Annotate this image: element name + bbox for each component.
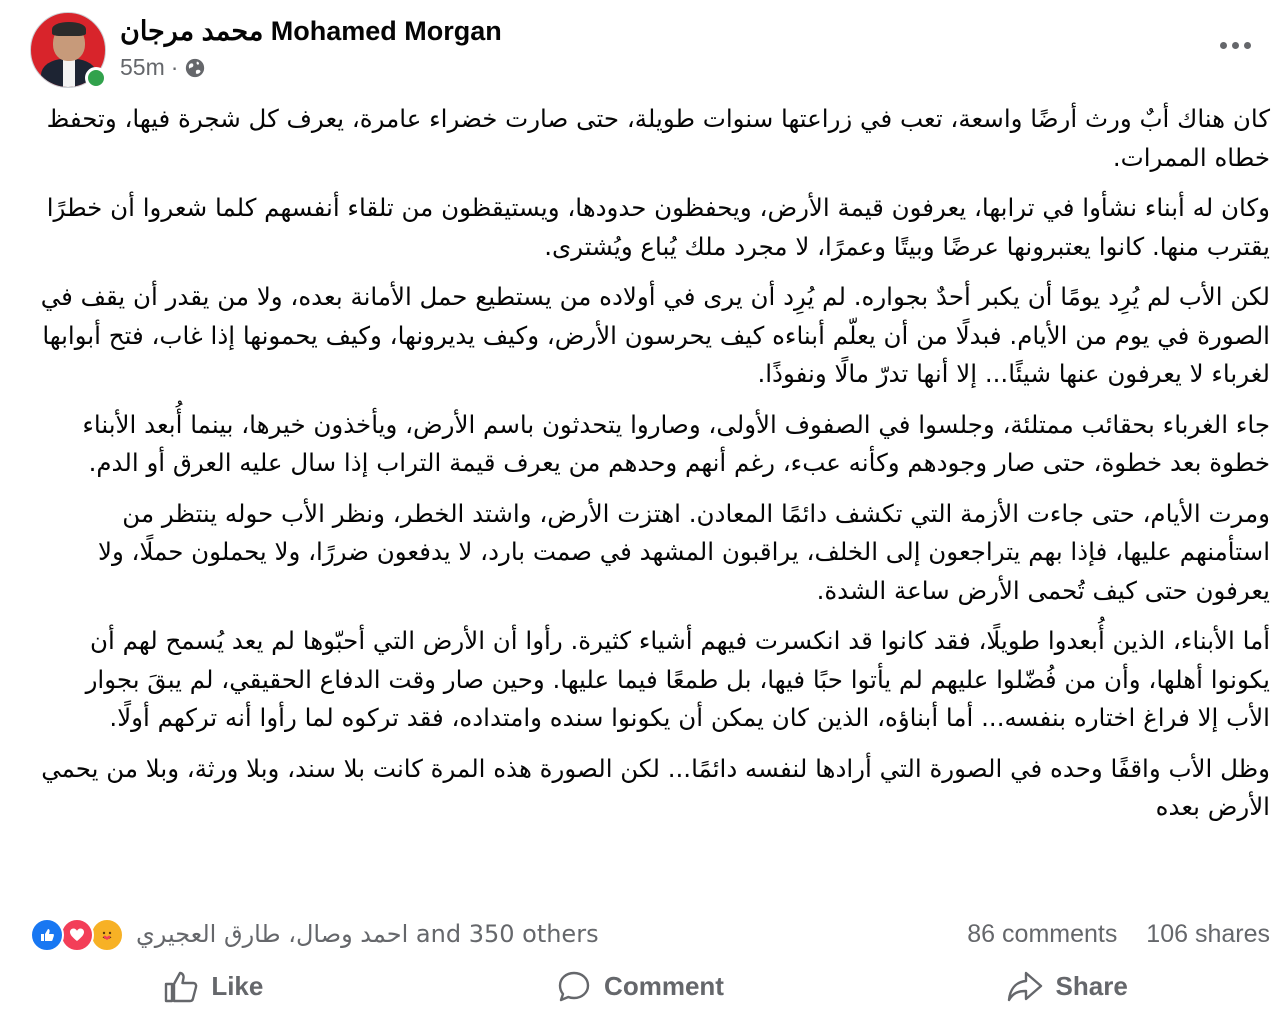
- like-icon: [30, 918, 64, 952]
- author-name[interactable]: محمد مرجان Mohamed Morgan: [120, 16, 502, 46]
- more-options-button[interactable]: [1210, 30, 1260, 60]
- more-dot: [1244, 42, 1251, 49]
- more-dot: [1220, 42, 1227, 49]
- love-icon: [60, 918, 94, 952]
- reactions-summary[interactable]: احمد وصال، طارق العجيري and 350 others: [136, 920, 599, 948]
- avatar-hair-shape: [52, 22, 86, 36]
- avatar[interactable]: [30, 12, 106, 88]
- comment-label: Comment: [604, 971, 724, 1001]
- post-header: [30, 12, 1270, 96]
- post-paragraph: جاء الغرباء بحقائب ممتلئة، وجلسوا في الصفوف الأولى، وصاروا يتحدثون باسم الأرض، ويأخذون خيرها، بينما أُبعد الأبناء خطوة بعد خطوة، حتى صار وجودهم وكأنه عبء، رغم أنهم وحدهم من يعرف قيمة التراب إذا سال عليه العرق أو الدم.: [82, 409, 1270, 477]
- avatar-shirt-shape: [63, 59, 75, 88]
- share-icon: [1006, 970, 1044, 1004]
- comment-button[interactable]: [427, 962, 854, 1011]
- online-status-dot: [85, 67, 107, 89]
- more-dot: [1232, 42, 1239, 49]
- meta-separator: ·: [170, 54, 179, 80]
- share-button[interactable]: [853, 962, 1280, 1011]
- post-paragraph: وكان له أبناء نشأوا في ترابها، يعرفون قيمة الأرض، ويحفظون حدودها، ويستيقظون من تلقاء أنفسهم كلما شعروا أن خطرًا يقترب منها. كانوا يعتبرونها عرضًا وبيتًا وعمرًا، لا مجرد ملك يُباع ويُشترى.: [46, 193, 1270, 261]
- share-label: Share: [1055, 971, 1128, 1001]
- reaction-icons[interactable]: [30, 918, 130, 954]
- shares-count[interactable]: 106 shares: [1146, 920, 1270, 948]
- post-actions: [0, 962, 1280, 1011]
- engagement-counts: [945, 920, 1270, 949]
- post-paragraph: وظل الأب واقفًا وحده في الصورة التي أرادها لنفسه دائمًا... لكن الصورة هذه المرة كانت بلا سند، وبلا ورثة، وبلا من يحمي الأرض بعده: [41, 753, 1270, 821]
- post-meta: [120, 54, 206, 81]
- post-body: [40, 100, 1270, 839]
- globe-icon[interactable]: [184, 57, 206, 79]
- post-paragraph: لكن الأب لم يُرِد يومًا أن يكبر أحدٌ بجواره. لم يُرِد أن يرى في أولاده من يستطيع حمل الأمانة بعده، ولا من يقدر أن يقف في الصورة في يوم من الأيام. فبدلًا من أن يعلّم أبناءه كيف يحرسون الأرض، وكيف يديرونها، وكيف يحمونها إذا غاب، فتح أبوابها لغرباء لا يعرفون عنها شيئًا... إلا أنها تدرّ مالًا ونفوذًا.: [40, 282, 1270, 388]
- care-icon: [90, 918, 124, 952]
- post-timestamp[interactable]: 55m: [120, 54, 165, 80]
- post-paragraph: كان هناك أبٌ ورث أرضًا واسعة، تعب في زراعتها سنوات طويلة، حتى صارت خضراء عامرة، يعرف كل شجرة فيها، وتحفظ خطاه الممرات.: [46, 104, 1270, 172]
- comments-count[interactable]: 86 comments: [967, 920, 1118, 948]
- like-button[interactable]: [0, 962, 427, 1011]
- comment-icon: [556, 969, 592, 1005]
- post-paragraph: ومرت الأيام، حتى جاءت الأزمة التي تكشف دائمًا المعادن. اهتزت الأرض، واشتد الخطر، ونظر الأب حوله ينتظر من استأمنهم عليها، فإذا بهم يتراجعون إلى الخلف، يراقبون المشهد في صمت بارد، لا يدفعون ضررًا، ولا يحملون حملًا، ولا يعرفون حتى كيف تُحمى الأرض ساعة الشدة.: [97, 498, 1270, 605]
- reactions-bar: [30, 914, 1270, 958]
- like-label: Like: [211, 971, 264, 1001]
- thumbs-up-icon: [163, 970, 199, 1004]
- post-paragraph: أما الأبناء، الذين أُبعدوا طويلًا، فقد كانوا قد انكسرت فيهم أشياء كثيرة. رأوا أن الأرض التي أحبّوها لم يعد يُسمح لهم أن يكونوا أهلها، وأن من فُضّلوا عليهم لم يأتوا حبًا فيها، بل طمعًا فيما عليها. وحين صار وقت الدفاع الحقيقي، لم يبقَ بجوار الأب إلا فراغ اختاره بنفسه... أما أبناؤه، الذين كان يمكن أن يكونوا سنده وامتداده، فقد تركوه لما رأوا أنه تركهم أولًا.: [85, 626, 1270, 732]
